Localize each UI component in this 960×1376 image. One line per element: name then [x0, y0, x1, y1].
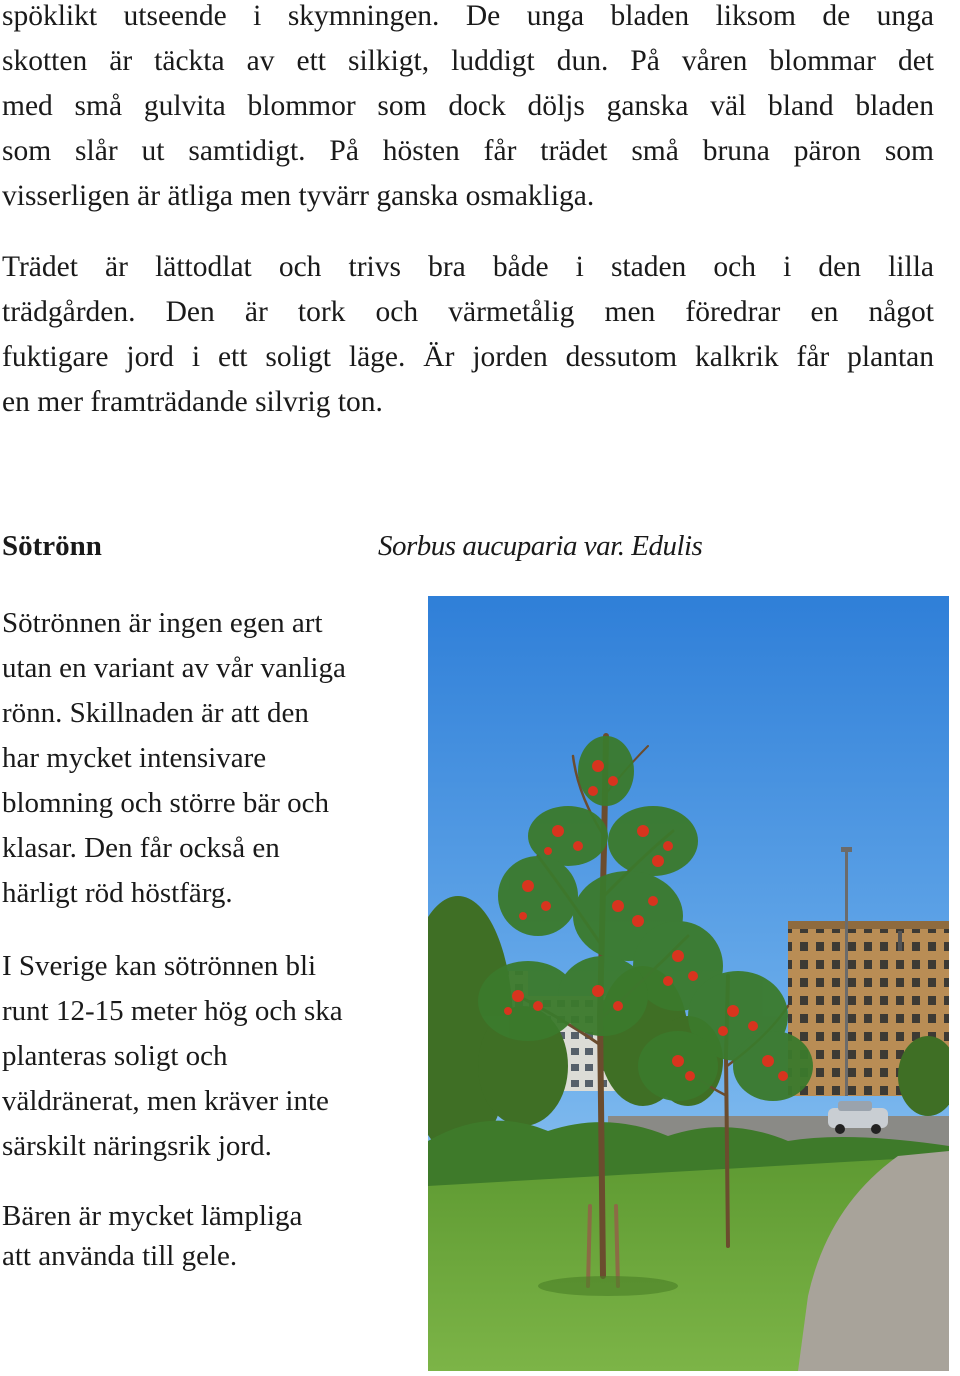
intro-line: som slår ut samtidigt. På hösten får trädet små bruna päron som [2, 135, 934, 167]
section-title: Sötrönn [2, 530, 102, 562]
body-line: runt 12-15 meter hög och ska [2, 995, 343, 1027]
care-paragraph [2, 245, 934, 425]
body-line: planteras soligt och [2, 1040, 228, 1072]
body-line: väldränerat, men kräver inte [2, 1085, 329, 1117]
care-line: trädgården. Den är tork och värmetålig men föredrar en något [2, 296, 934, 328]
tree-shadow [538, 1276, 678, 1296]
body-line: härligt röd höstfärg. [2, 877, 233, 909]
body-line: att använda till gele. [2, 1240, 238, 1272]
body-line: har mycket intensivare [2, 742, 267, 774]
intro-line: med små gulvita blommor som dock döljs ganska väl bland bladen [2, 90, 934, 122]
body-line: särskilt näringsrik jord. [2, 1130, 272, 1162]
body-line: Sötrönnen är ingen egen art [2, 607, 323, 639]
intro-line: skotten är täckta av ett silkigt, luddigt dun. På våren blommar det [2, 45, 934, 77]
care-line: fuktigare jord i ett soligt läge. Är jorden dessutom kalkrik får plantan [2, 341, 934, 373]
body-line: rönn. Skillnaden är att den [2, 697, 309, 729]
body-paragraph-2 [2, 944, 407, 1169]
intro-paragraph [2, 0, 934, 219]
body-line: I Sverige kan sötrönnen bli [2, 950, 317, 982]
intro-line: spöklikt utseende i skymningen. De unga bladen liksom de unga [2, 0, 934, 32]
body-line: Bären är mycket lämpliga [2, 1200, 303, 1232]
rowan-tree-photo [428, 596, 949, 1371]
care-line: en mer framträdande silvrig ton. [2, 386, 383, 418]
body-line: utan en variant av vår vanliga [2, 652, 346, 684]
intro-line: visserligen är ätliga men tyvärr ganska osmakliga. [2, 180, 595, 212]
latin-name: Sorbus aucuparia var. Edulis [378, 530, 703, 562]
body-paragraph-3 [2, 1196, 407, 1276]
body-line: klasar. Den får också en [2, 832, 280, 864]
body-paragraph-1 [2, 601, 407, 916]
body-line: blomning och större bär och [2, 787, 329, 819]
care-line: Trädet är lättodlat och trivs bra både i staden och i den lilla [2, 251, 934, 283]
